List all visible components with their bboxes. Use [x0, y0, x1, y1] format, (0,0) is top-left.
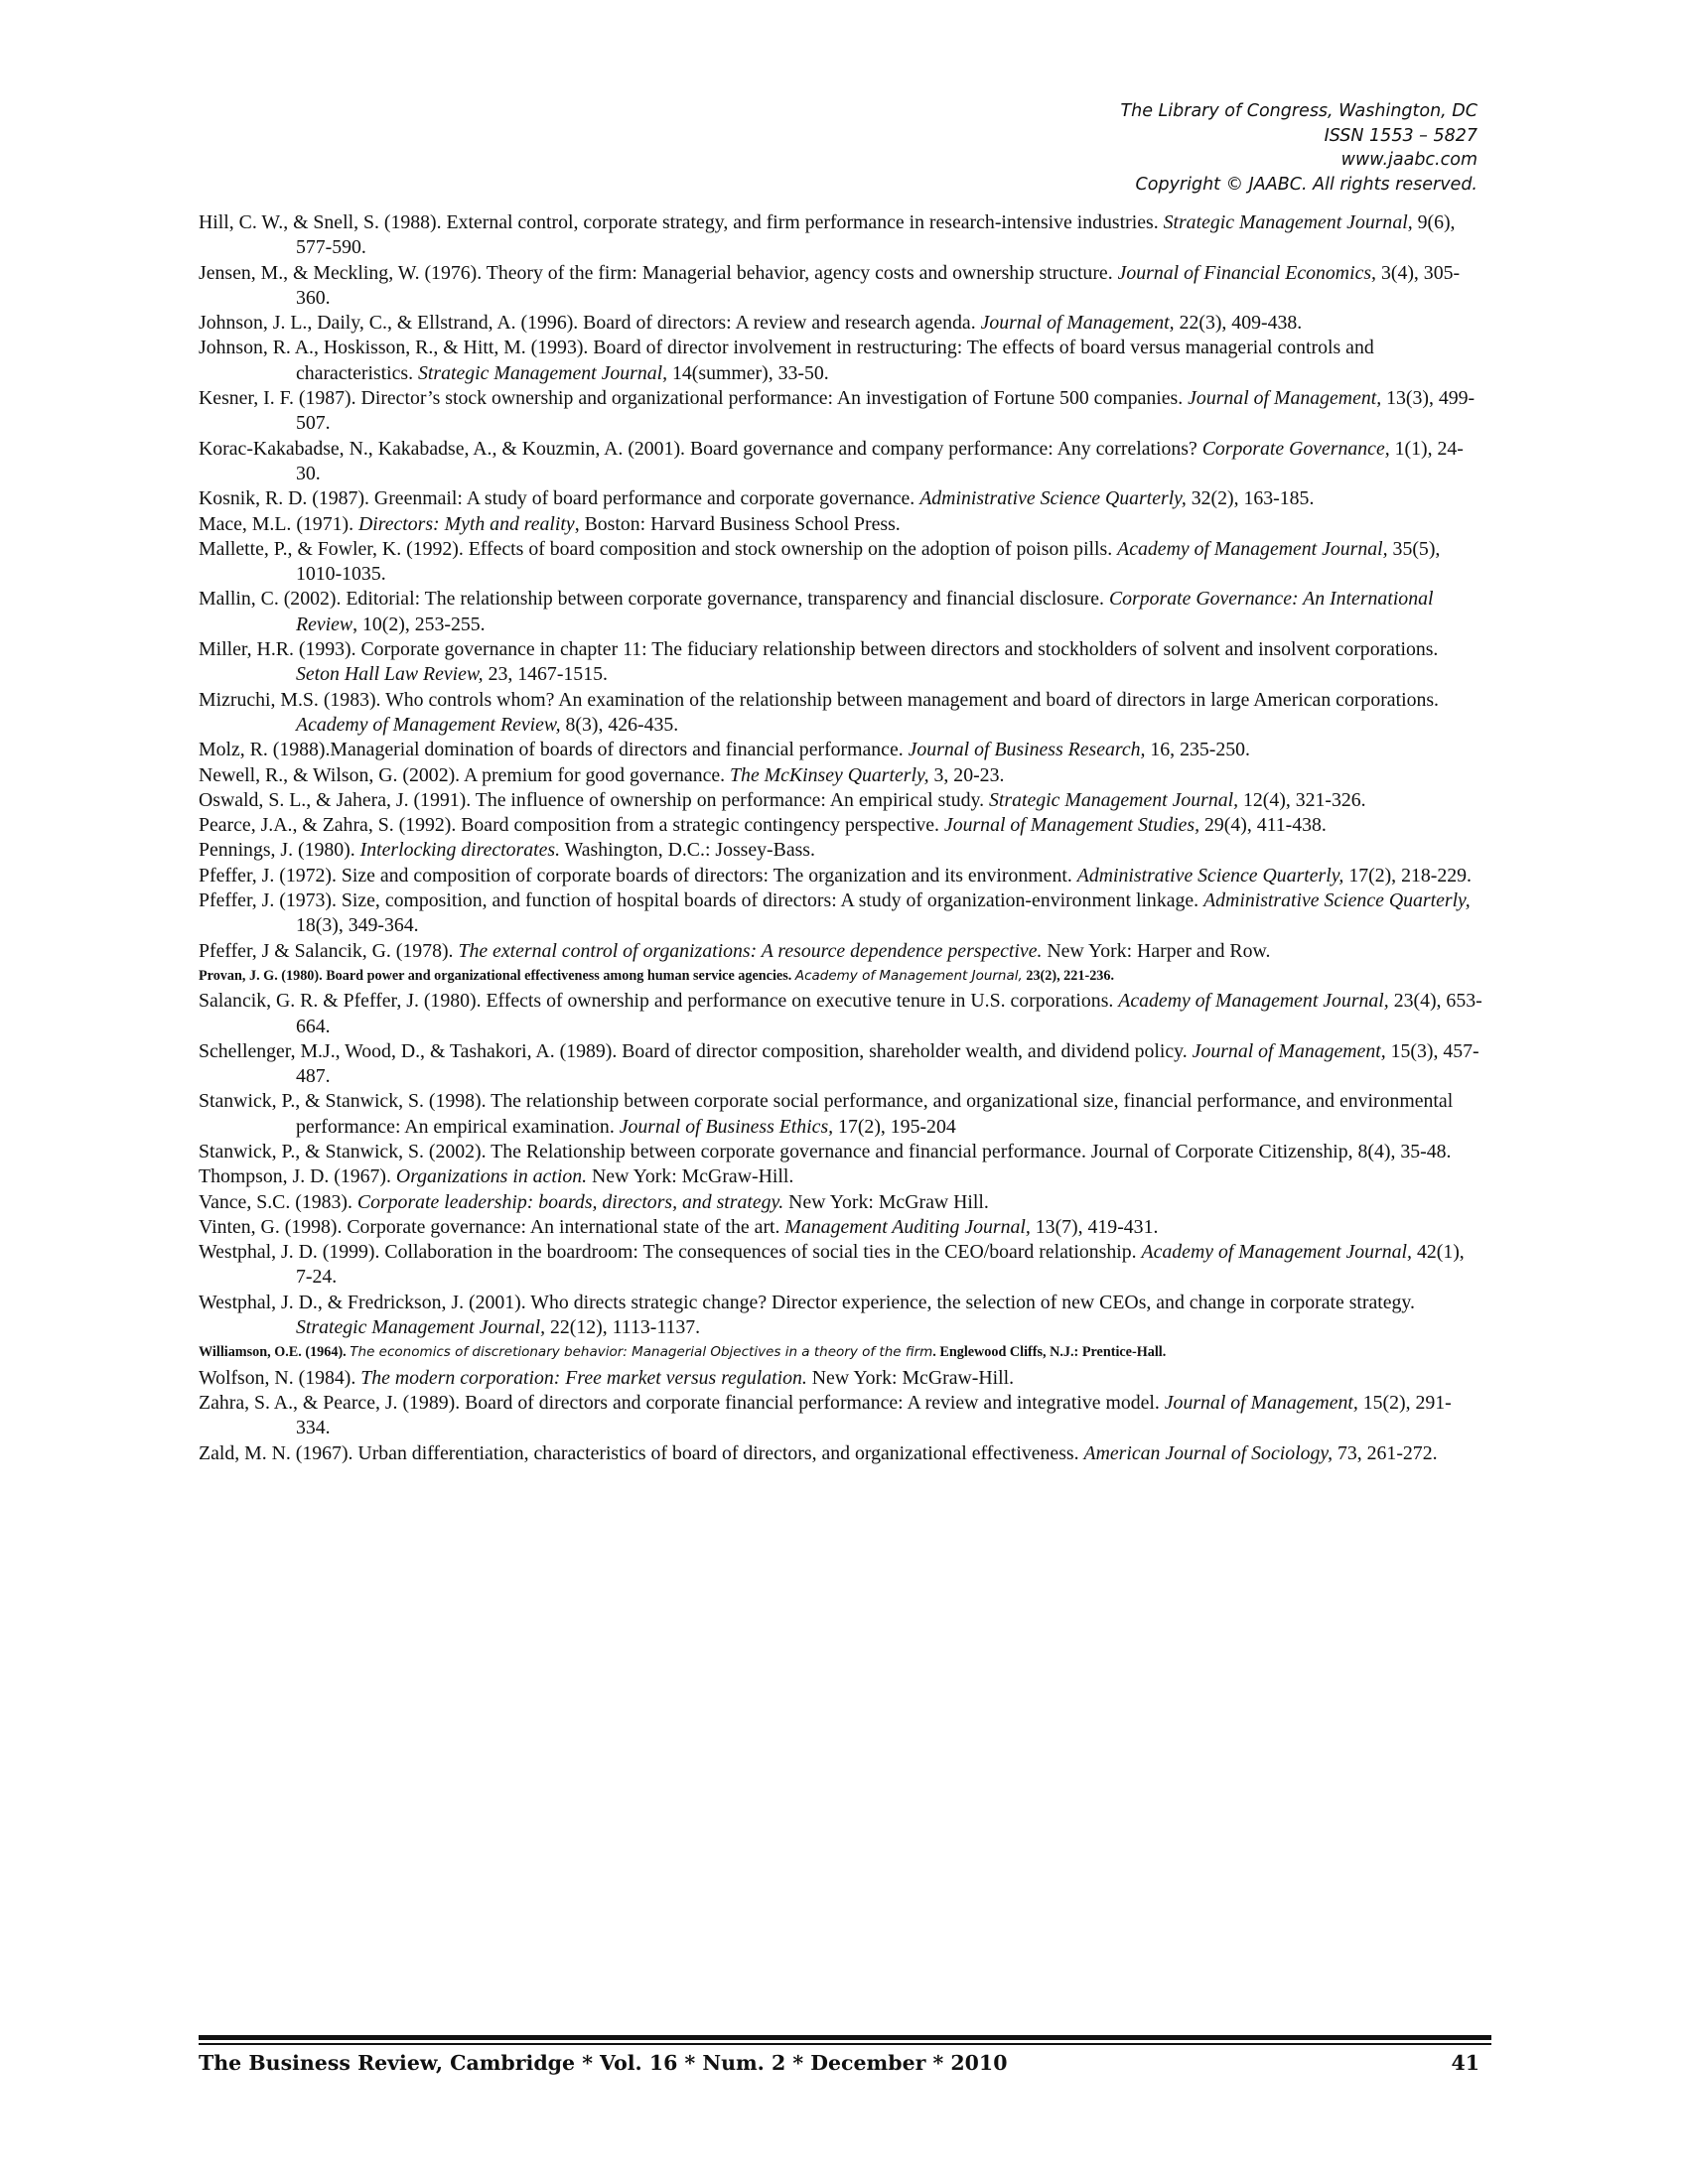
reference-text: Stanwick, P., & Stanwick, S. (2002). The Relationship between corporate governance and financial performance. Journal of Corporate Citizenship, 8(4), 35-48. [199, 1140, 1452, 1162]
reference-entry [199, 688, 1483, 739]
reference-details: , 10(2), 253-255. [352, 613, 486, 635]
reference-entry [199, 1190, 1483, 1215]
reference-text: Pfeffer, J. (1973). Size, composition, and function of hospital boards of directors: A study of organization-environment linkage. [199, 889, 1204, 912]
reference-list [199, 210, 1483, 1466]
reference-source: Academy of Management Journal, [794, 967, 1023, 984]
reference-details: 23(2), 221-236. [1022, 967, 1115, 984]
reference-entry [199, 738, 1483, 762]
reference-entry [199, 864, 1483, 888]
reference-entry [199, 763, 1483, 788]
running-header [1120, 99, 1477, 197]
reference-details: Washington, D.C.: Jossey-Bass. [560, 839, 815, 862]
reference-source: Management Auditing Journal, [784, 1215, 1031, 1238]
reference-details: 9(6), 577-590. [296, 211, 1456, 259]
reference-source: Corporate Governance: An International Review [296, 588, 1434, 635]
reference-entry [199, 437, 1483, 487]
reference-source: The McKinsey Quarterly, [730, 763, 929, 786]
reference-details: New York: McGraw Hill. [783, 1190, 989, 1213]
reference-entry [199, 210, 1483, 261]
reference-text: Pfeffer, J. (1972). Size and composition of corporate boards of directors: The organization and its environment. [199, 864, 1077, 887]
reference-source: Strategic Management Journal, [418, 361, 668, 384]
reference-text: Kosnik, R. D. (1987). Greenmail: A study of board performance and corporate governance. [199, 487, 920, 510]
reference-entry [199, 1215, 1483, 1240]
reference-source: Administrative Science Quarterly, [1203, 889, 1471, 912]
reference-details: 13(7), 419-431. [1030, 1215, 1159, 1238]
reference-source: Journal of Management, [980, 312, 1175, 335]
reference-text: Johnson, J. L., Daily, C., & Ellstrand, A. (1996). Board of directors: A review and research agenda. [199, 312, 981, 335]
reference-source: Journal of Management, [1188, 387, 1382, 410]
reference-details: 18(3), 349-364. [296, 914, 419, 937]
reference-entry [199, 1240, 1483, 1291]
reference-entry [199, 1039, 1483, 1090]
footer-rule-thick [199, 2035, 1491, 2040]
reference-source: Directors: Myth and reality [357, 512, 575, 535]
reference-entry [199, 939, 1483, 964]
reference-text: Hill, C. W., & Snell, S. (1988). External control, corporate strategy, and firm performance in research-intensive industries. [199, 211, 1164, 233]
reference-details: New York: McGraw-Hill. [806, 1366, 1015, 1389]
reference-entry [199, 386, 1483, 437]
reference-text: Zahra, S. A., & Pearce, J. (1989). Board of directors and corporate financial performance: A review and integrative model. [199, 1391, 1165, 1414]
reference-text: Pennings, J. (1980). [199, 839, 360, 862]
reference-source: Journal of Business Research, [908, 739, 1146, 761]
reference-details: New York: Harper and Row. [1042, 939, 1271, 962]
header-issn: ISSN 1553 – 5827 [1324, 125, 1477, 146]
reference-text: Oswald, S. L., & Jahera, J. (1991). The influence of ownership on performance: An empirical study. [199, 788, 989, 811]
reference-text: Vinten, G. (1998). Corporate governance: An international state of the art. [199, 1215, 785, 1238]
reference-source: Journal of Management Studies, [943, 814, 1200, 837]
header-copyright: Copyright © JAABC. All rights reserved. [1135, 174, 1477, 195]
reference-details: , Boston: Harvard Business School Press. [574, 512, 901, 535]
reference-details: 23(4), 653-664. [296, 990, 1482, 1037]
reference-text: Johnson, R. A., Hoskisson, R., & Hitt, M. (1993). Board of director involvement in restructuring: The effects of board versus managerial controls and characteristics. [199, 337, 1374, 384]
reference-entry [199, 964, 1483, 989]
reference-text: Stanwick, P., & Stanwick, S. (1998). The relationship between corporate social performance, and organizational size, financial performance, and environmental performance: An empirical examination. [199, 1090, 1454, 1138]
page-number: 41 [1451, 2051, 1479, 2075]
reference-entry [199, 637, 1483, 688]
reference-text: Vance, S.C. (1983). [199, 1190, 357, 1213]
reference-details: 29(4), 411-438. [1199, 814, 1327, 837]
reference-entry [199, 261, 1483, 312]
reference-details: . Englewood Cliffs, N.J.: Prentice-Hall. [932, 1344, 1167, 1361]
reference-source: Administrative Science Quarterly, [1076, 864, 1344, 887]
reference-entry [199, 888, 1483, 939]
reference-text: Salancik, G. R. & Pfeffer, J. (1980). Effects of ownership and performance on executive tenure in U.S. corporations. [199, 990, 1119, 1013]
reference-entry [199, 1089, 1483, 1140]
reference-text: Schellenger, M.J., Wood, D., & Tashakori, A. (1989). Board of director composition, shareholder wealth, and dividend policy. [199, 1039, 1193, 1062]
reference-details: 15(3), 457-487. [296, 1039, 1479, 1088]
reference-source: American Journal of Sociology, [1083, 1441, 1334, 1464]
reference-details: 3, 20-23. [928, 763, 1005, 786]
reference-source: Academy of Management Journal, [1117, 537, 1388, 560]
reference-entry [199, 1340, 1483, 1365]
reference-text: Korac-Kakabadse, N., Kakabadse, A., & Kouzmin, A. (2001). Board governance and company performance: Any correlations? [199, 437, 1202, 460]
reference-source: Journal of Business Ethics, [619, 1115, 834, 1138]
reference-details: 22(3), 409-438. [1174, 312, 1303, 335]
reference-source: Corporate Governance, [1201, 437, 1390, 460]
reference-text: Wolfson, N. (1984). [199, 1366, 361, 1389]
footer-journal: The Business Review, Cambridge * Vol. 16 * Num. 2 * December * 2010 [199, 2051, 1008, 2075]
reference-details: 42(1), 7-24. [296, 1241, 1465, 1289]
page-footer [199, 2051, 1479, 2075]
reference-text: Molz, R. (1988).Managerial domination of boards of directors and financial performance. [199, 739, 909, 761]
reference-source: Journal of Management, [1164, 1391, 1358, 1414]
reference-text: Mace, M.L. (1971). [199, 512, 358, 535]
reference-source: Strategic Management Journal, [1163, 211, 1413, 233]
reference-text: Westphal, J. D. (1999). Collaboration in the boardroom: The consequences of social ties in the CEO/board relationship. [199, 1241, 1142, 1264]
reference-source: Strategic Management Journal, [296, 1316, 546, 1339]
reference-details: 12(4), 321-326. [1238, 788, 1366, 811]
reference-text: Newell, R., & Wilson, G. (2002). A premium for good governance. [199, 763, 731, 786]
reference-source: Administrative Science Quarterly, [919, 487, 1187, 510]
reference-details: 14(summer), 33-50. [667, 361, 829, 384]
reference-details: 22(12), 1113-1137. [545, 1316, 701, 1339]
footer-rule-thin [199, 2043, 1491, 2045]
reference-entry [199, 537, 1483, 588]
reference-source: Journal of Management, [1192, 1039, 1386, 1062]
reference-details: 17(2), 195-204 [833, 1115, 956, 1138]
reference-entry [199, 1164, 1483, 1189]
reference-source: Interlocking directorates. [359, 839, 561, 862]
reference-details: 32(2), 163-185. [1186, 487, 1315, 510]
reference-source: The modern corporation: Free market versus regulation. [360, 1366, 807, 1389]
reference-entry [199, 311, 1483, 336]
reference-source: Strategic Management Journal, [989, 788, 1239, 811]
reference-details: 23, 1467-1515. [483, 663, 608, 686]
reference-details: 35(5), 1010-1035. [296, 537, 1441, 586]
reference-entry [199, 336, 1483, 386]
reference-details: 3(4), 305-360. [296, 261, 1461, 309]
reference-text: Mallin, C. (2002). Editorial: The relationship between corporate governance, transparency and financial disclosure. [199, 588, 1109, 611]
reference-entry [199, 587, 1483, 637]
reference-entry [199, 1441, 1483, 1466]
reference-details: 73, 261-272. [1333, 1441, 1438, 1464]
reference-text: Williamson, O.E. (1964). [199, 1344, 351, 1361]
reference-details: 8(3), 426-435. [560, 713, 679, 736]
header-library: The Library of Congress, Washington, DC [1120, 101, 1477, 121]
reference-details: 15(2), 291-334. [296, 1391, 1452, 1439]
reference-details: 17(2), 218-229. [1343, 864, 1472, 887]
reference-entry [199, 512, 1483, 537]
reference-entry [199, 838, 1483, 863]
reference-text: Pfeffer, J & Salancik, G. (1978). [199, 939, 459, 962]
reference-entry [199, 1366, 1483, 1391]
reference-entry [199, 1391, 1483, 1441]
reference-text: Pearce, J.A., & Zahra, S. (1992). Board composition from a strategic contingency perspective. [199, 814, 944, 837]
reference-entry [199, 989, 1483, 1039]
reference-entry [199, 486, 1483, 511]
reference-source: The external control of organizations: A resource dependence perspective. [458, 939, 1043, 962]
reference-source: Corporate leadership: boards, directors, and strategy. [356, 1190, 784, 1213]
reference-text: Zald, M. N. (1967). Urban differentiation, characteristics of board of directors, and organizational effectiveness. [199, 1441, 1084, 1464]
reference-source: Organizations in action. [395, 1165, 588, 1188]
reference-entry [199, 788, 1483, 813]
reference-text: Jensen, M., & Meckling, W. (1976). Theory of the firm: Managerial behavior, agency costs and ownership structure. [199, 261, 1118, 284]
reference-entry [199, 1140, 1483, 1164]
reference-details: 13(3), 499-507. [296, 387, 1476, 435]
reference-text: Thompson, J. D. (1967). [199, 1165, 396, 1188]
reference-source: Seton Hall Law Review, [296, 663, 484, 686]
reference-source: Academy of Management Review, [296, 713, 561, 736]
reference-text: Kesner, I. F. (1987). Director’s stock ownership and organizational performance: An investigation of Fortune 500 companies. [199, 387, 1189, 410]
reference-details: New York: McGraw-Hill. [587, 1165, 794, 1188]
reference-text: Westphal, J. D., & Fredrickson, J. (2001). Who directs strategic change? Director experience, the selection of new CEOs, and change in corporate strategy. [199, 1291, 1415, 1313]
reference-text: Mizruchi, M.S. (1983). Who controls whom? An examination of the relationship between management and board of directors in large American corporations. [199, 688, 1439, 711]
reference-text: Mallette, P., & Fowler, K. (1992). Effects of board composition and stock ownership on the adoption of poison pills. [199, 537, 1118, 560]
reference-entry [199, 813, 1483, 838]
reference-source: Academy of Management Journal, [1118, 990, 1389, 1013]
reference-source: The economics of discretionary behavior: Managerial Objectives in a theory of the firm [350, 1344, 933, 1361]
reference-text: Miller, H.R. (1993). Corporate governance in chapter 11: The fiduciary relationship between directors and stockholders of solvent and insolvent corporations. [199, 638, 1439, 661]
reference-source: Journal of Financial Economics, [1117, 261, 1377, 284]
reference-text: Provan, J. G. (1980). Board power and organizational effectiveness among human service agencies. [199, 967, 795, 984]
reference-entry [199, 1291, 1483, 1341]
reference-details: 16, 235-250. [1145, 739, 1250, 761]
reference-source: Academy of Management Journal, [1141, 1241, 1412, 1264]
header-website: www.jaabc.com [1340, 150, 1477, 170]
reference-details: 1(1), 24-30. [296, 437, 1464, 484]
